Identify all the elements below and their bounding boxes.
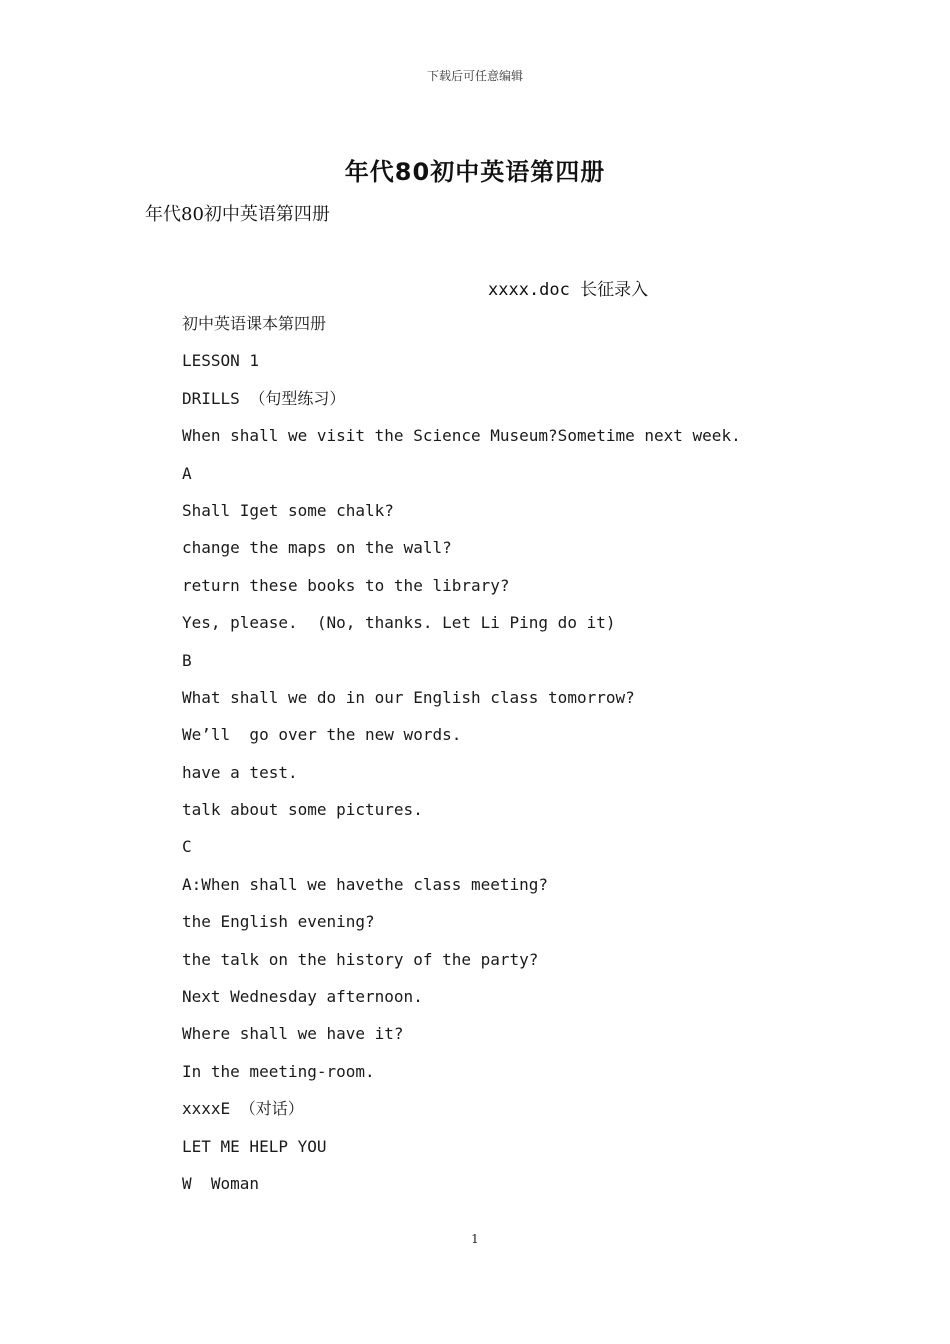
text-line: A — [182, 463, 192, 483]
text-line: C — [182, 837, 192, 857]
text-line: 初中英语课本第四册 — [182, 314, 327, 333]
source-line: xxxx.doc 长征录入 — [488, 280, 649, 300]
text-line: LESSON 1 — [182, 351, 260, 371]
page-number: 1 — [471, 1232, 479, 1246]
text-line: Next Wednesday afternoon. — [182, 987, 423, 1007]
page-title: 年代80初中英语第四册 — [344, 158, 606, 186]
text-line: the English evening? — [182, 912, 375, 932]
header-note: 下载后可任意编辑 — [426, 69, 523, 83]
text-line: the talk on the history of the party? — [182, 949, 539, 969]
text-line: In the meeting-room. — [182, 1061, 375, 1081]
text-line: change the maps on the wall? — [182, 538, 452, 558]
document-subtitle: 年代80初中英语第四册 — [145, 204, 330, 225]
text-line: What shall we do in our English class tomorrow? — [182, 687, 635, 707]
text-line: B — [182, 650, 192, 670]
text-line: return these books to the library? — [182, 575, 510, 595]
text-line: When shall we visit the Science Museum?Sometime next week. — [182, 426, 741, 446]
text-line: Where shall we have it? — [182, 1024, 404, 1044]
text-line: We’ll go over the new words. — [182, 725, 462, 745]
text-line: Yes, please. (No, thanks. Let Li Ping do it) — [182, 613, 616, 633]
text-line: Shall Iget some chalk? — [182, 500, 394, 520]
text-line: LET ME HELP YOU — [182, 1136, 327, 1156]
text-line: W Woman — [182, 1173, 260, 1193]
text-line: DRILLS （句型练习） — [182, 388, 346, 408]
text-line: talk about some pictures. — [182, 800, 423, 820]
text-line: xxxxE （对话） — [182, 1099, 304, 1119]
lesson-text — [182, 312, 882, 1209]
text-line: have a test. — [182, 762, 298, 782]
text-line: A:When shall we havethe class meeting? — [182, 874, 549, 894]
